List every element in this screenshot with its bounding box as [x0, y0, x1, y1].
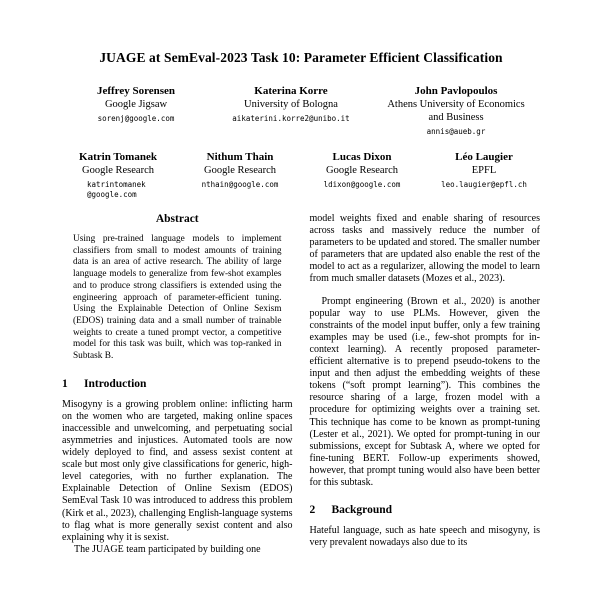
author-name: Nithum Thain — [206, 151, 274, 163]
section-number: 2 — [309, 504, 316, 517]
author-email: annis@aueb.gr — [426, 127, 486, 136]
section-heading-introduction — [62, 378, 293, 390]
two-column-body — [62, 213, 540, 556]
author-affiliation: Google Research — [325, 165, 398, 176]
author-email: aikaterini.korre2@unibo.it — [232, 114, 350, 123]
author-block — [206, 84, 376, 124]
paragraph: Prompt engineering (Brown et al., 2020) is another popular way to use PLMs. However, given the constraints of the model input buffer, only a few training examples may be used (i.e., few-shot prompts for in-context learning). A recently proposed parameter-efficient alternative is to prepend pseudo-tokens to the input and then adjust the embedding weights of these tokens (“soft prompt learning”). This combines the resource sharing of a large, frozen model with a procedure for optimizing weights over a training set. This technique has come to be known as prompt-tuning (Lester et al., 2021). We opted for prompt-tuning in our submissions, except for Subtask A, where we opted for fine-tuning BERT. Follow-up experiments showed, however, that prompt tuning would also have been better for this subtask. — [309, 295, 540, 488]
author-name: Jeffrey Sorensen — [96, 85, 176, 97]
section-title: Background — [331, 504, 393, 517]
author-email: leo.laugier@epfl.ch — [441, 180, 527, 189]
author-name: Katrin Tomanek — [79, 151, 157, 163]
abstract-section — [62, 213, 293, 363]
paragraph: Hateful language, such as hate speech and misogyny, is very prevalent nowadays also due to its — [309, 525, 540, 549]
author-email: katrintomanek@google.com — [87, 180, 146, 199]
author-block — [184, 150, 296, 190]
left-column — [62, 213, 293, 556]
authors-row-2 — [62, 150, 540, 200]
right-column — [310, 213, 541, 556]
author-block — [306, 150, 418, 190]
paragraph: model weights fixed and enable sharing of resources across tasks and massively reduce the number of parameters to be updated and stored. The smaller number of parameters that are updated also enable the rest of the model to act as a regularizer, allowing the model to learn from much smaller datasets (Mozes et al., 2023). — [309, 213, 540, 285]
author-block — [62, 150, 174, 200]
author-email: sorenj@google.com — [97, 114, 175, 123]
author-email: nthain@google.com — [201, 180, 279, 189]
author-name: Léo Laugier — [455, 151, 513, 163]
author-block — [428, 150, 540, 190]
abstract-text: Using pre-trained language models to implement classifiers from small to modest amounts of training data is an area of active research. The ability of large language models to generalize from few-shot examples and to produce strong classifiers is extended using the engineering approach of parameter-efficient tuning. Using the Explainable Detection of Online Sexism (EDOS) training data and a small number of trainable weights to create a tuned prompt vector, a competitive model for this task was built, which was top-ranked in Subtask B. — [73, 234, 282, 362]
author-affiliation: Google Jigsaw — [104, 99, 168, 110]
section-title: Introduction — [84, 377, 147, 390]
author-name: Katerina Korre — [254, 85, 328, 97]
author-affiliation: Athens University of Economics and Business — [387, 99, 525, 123]
author-email: ldixon@google.com — [323, 180, 401, 189]
author-name: John Pavlopoulos — [414, 85, 498, 97]
author-block — [380, 84, 532, 137]
section-number: 1 — [62, 377, 68, 390]
abstract-heading: Abstract — [155, 213, 199, 225]
section-heading-background — [310, 504, 541, 516]
paragraph: The JUAGE team participated by building one — [74, 543, 261, 555]
author-affiliation: Google Research — [203, 165, 276, 176]
author-affiliation: EPFL — [471, 165, 497, 176]
paragraph: Misogyny is a growing problem online: inflicting harm on the women who are targeted, making online spaces inaccessible and unwelcoming, and perpetuating social asymmetries and injustices. Automated tools are now widely deployed to find, and assess sexist content at scale but most only give classifications for generic, high-level categories, with no further explanation. The Explainable Detection of Online Sexism (EDOS) SemEval Task 10 was introduced to address this problem (Kirk et al., 2023), challenging English-language systems to flag what is more generally sexist content and also explaining why it is sexist. — [62, 398, 293, 543]
author-name: Lucas Dixon — [332, 151, 392, 163]
author-block — [70, 84, 202, 124]
paper-title: JUAGE at SemEval-2023 Task 10: Parameter Efficient Classification — [99, 50, 503, 65]
author-affiliation: Google Research — [81, 165, 154, 176]
author-affiliation: University of Bologna — [244, 99, 338, 110]
authors-row-1 — [62, 84, 540, 137]
